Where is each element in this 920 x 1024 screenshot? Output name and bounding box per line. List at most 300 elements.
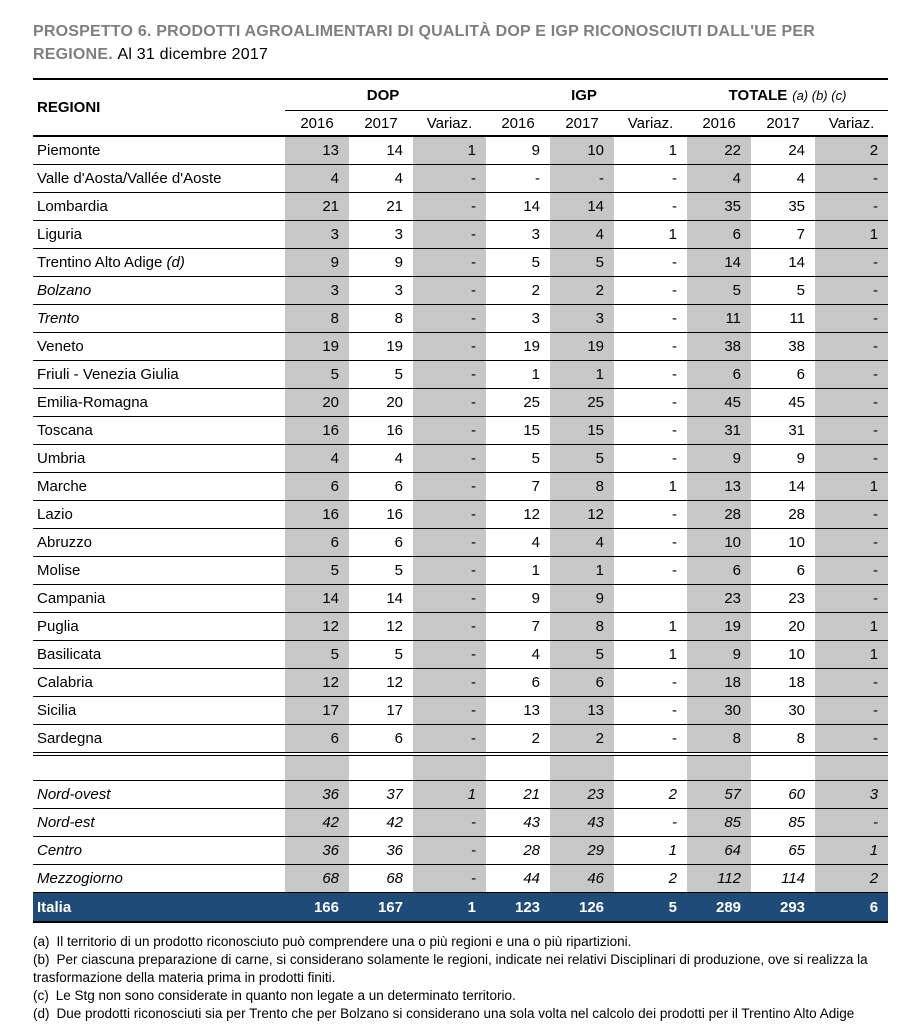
cell-value: 12 [486,501,550,529]
cell-value: 126 [550,893,614,923]
column-header-totale-variaz: Variaz. [815,111,888,137]
cell-value: - [815,809,888,837]
footnote-b [33,951,889,987]
cell-value: 3 [349,221,413,249]
cell-value: 36 [349,837,413,865]
region-label: Calabria [37,674,93,691]
cell-value: 8 [550,473,614,501]
cell-value: 9 [687,445,751,473]
cell-value: 16 [349,501,413,529]
footnotes [33,933,889,1023]
region-name [33,445,285,473]
cell-value: 31 [687,417,751,445]
column-header-dop-2016: 2016 [285,111,349,137]
cell-value: 37 [349,781,413,809]
cell-value: 44 [486,865,550,893]
cell-value: 12 [349,613,413,641]
cell-value: 5 [614,893,687,923]
cell-value: 6 [815,893,888,923]
cell-value: 9 [687,641,751,669]
title-line-2 [33,43,888,66]
cell-value: 14 [751,473,815,501]
cell-value: 6 [349,529,413,557]
cell-value: 1 [413,893,486,923]
cell-value: 28 [486,837,550,865]
cell-value: 13 [486,697,550,725]
region-name [33,585,285,613]
column-header-totale-2016: 2016 [687,111,751,137]
cell-value: 289 [687,893,751,923]
region-label: Sardegna [37,730,103,747]
cell-value: 23 [550,781,614,809]
cell-value: 3 [285,221,349,249]
cell-value: - [413,865,486,893]
cell-value: 9 [349,249,413,277]
prospetto-title [33,20,888,66]
table-row [33,697,888,725]
table-row [33,641,888,669]
cell-value: 3 [486,221,550,249]
cell-value: 1 [614,473,687,501]
footnote-text: Per ciascuna preparazione di carne, si considerano solamente le regioni, indicate nei relativi Disciplinari di produzione, ove si realizza la trasformazione della materia prima in prodotti finiti. [33,952,868,985]
region-name [33,249,285,277]
cell-value: - [815,389,888,417]
cell-value: - [413,501,486,529]
cell-value: 21 [486,781,550,809]
region-label: Trento [37,310,80,327]
region-label: Trentino Alto Adige [37,254,163,271]
cell-value: - [815,697,888,725]
cell-value: - [413,193,486,221]
cell-value: 28 [751,501,815,529]
dop-igp-table [33,78,888,923]
table-row [33,193,888,221]
region-label: Puglia [37,618,79,635]
cell-value: 30 [687,697,751,725]
table-row [33,165,888,193]
cell-value: 2 [815,865,888,893]
cell-value: 3 [486,305,550,333]
cell-value: 7 [486,473,550,501]
cell-value: 5 [550,641,614,669]
cell-value: - [413,529,486,557]
cell-value [614,585,687,613]
cell-value: 1 [815,613,888,641]
cell-value: - [614,725,687,755]
cell-value: - [614,501,687,529]
cell-value: 16 [285,417,349,445]
cell-value: 4 [550,221,614,249]
cell-value: 2 [815,136,888,165]
summary-row [33,837,888,865]
table-row [33,473,888,501]
cell-value: 19 [486,333,550,361]
cell-value: - [413,277,486,305]
cell-value: - [815,249,888,277]
cell-value: 6 [349,473,413,501]
table-row [33,305,888,333]
cell-value: 19 [349,333,413,361]
cell-value: 14 [349,585,413,613]
cell-value: 25 [550,389,614,417]
cell-value: 9 [486,585,550,613]
cell-value: 5 [486,445,550,473]
cell-value: 42 [285,809,349,837]
table-row [33,361,888,389]
table-row [33,669,888,697]
cell-value: 5 [687,277,751,305]
cell-value: - [815,529,888,557]
cell-value: 64 [687,837,751,865]
cell-value: 17 [349,697,413,725]
summary-row [33,781,888,809]
cell-value: - [614,389,687,417]
cell-value: 14 [751,249,815,277]
cell-value: 35 [687,193,751,221]
cell-value: 2 [486,725,550,755]
footnote-d [33,1005,889,1023]
region-label: Friuli - Venezia Giulia [37,366,179,383]
cell-value: 12 [550,501,614,529]
table-body [33,136,888,922]
cell-value: - [614,333,687,361]
cell-value: 293 [751,893,815,923]
region-label: Abruzzo [37,534,93,551]
cell-value: 3 [550,305,614,333]
footnote-marker: (b) [33,952,50,967]
cell-value: - [614,529,687,557]
group-label-totale: TOTALE [728,86,788,104]
cell-value: - [614,669,687,697]
region-name [33,165,285,193]
cell-value: 1 [614,136,687,165]
cell-value: 14 [285,585,349,613]
cell-value: - [815,725,888,755]
cell-value: - [413,473,486,501]
cell-value: 60 [751,781,815,809]
cell-value: 21 [349,193,413,221]
cell-value: 19 [285,333,349,361]
footnote-marker: (c) [33,988,49,1003]
region-label: Lazio [37,506,73,523]
cell-value: - [815,305,888,333]
cell-value: 1 [413,781,486,809]
cell-value: 1 [550,557,614,585]
region-name [33,697,285,725]
title-line-1: PROSPETTO 6. PRODOTTI AGROALIMENTARI DI QUALITÀ DOP E IGP RICONOSCIUTI DALL'UE PER [33,23,816,40]
cell-value: - [413,669,486,697]
total-row [33,893,888,923]
cell-value: 13 [687,473,751,501]
region-name [33,361,285,389]
cell-value: 38 [687,333,751,361]
cell-value: 20 [349,389,413,417]
cell-value: 9 [486,136,550,165]
cell-value: - [413,809,486,837]
table-header-group-row [33,79,888,111]
cell-value: 43 [550,809,614,837]
cell-value: 5 [349,557,413,585]
column-header-dop-2017: 2017 [349,111,413,137]
cell-value: 6 [687,361,751,389]
cell-value: 114 [751,865,815,893]
cell-value: 2 [550,277,614,305]
cell-value: 1 [614,221,687,249]
region-name: Centro [33,837,285,865]
cell-value: 25 [486,389,550,417]
cell-value: 1 [815,641,888,669]
cell-value: 11 [751,305,815,333]
cell-value: 68 [349,865,413,893]
cell-value: 20 [285,389,349,417]
region-name [33,725,285,755]
cell-value: 15 [550,417,614,445]
cell-value: 5 [486,249,550,277]
group-label-igp: IGP [571,86,597,104]
region-label: Umbria [37,450,86,467]
group-label-dop: DOP [366,86,400,104]
cell-value: 13 [550,697,614,725]
cell-value: 85 [687,809,751,837]
cell-value: 4 [486,641,550,669]
cell-value: 43 [486,809,550,837]
cell-value: - [614,809,687,837]
cell-value: 29 [550,837,614,865]
spacer-cell [815,754,888,781]
cell-value: - [413,305,486,333]
region-name [33,641,285,669]
cell-value: - [413,445,486,473]
region-name: Mezzogiorno [33,865,285,893]
cell-value: 23 [687,585,751,613]
cell-value: 19 [687,613,751,641]
column-header-igp-2017: 2017 [550,111,614,137]
cell-value: - [815,445,888,473]
spacer-cell [285,754,349,781]
cell-value: 22 [687,136,751,165]
cell-value: 23 [751,585,815,613]
column-header-igp-2016: 2016 [486,111,550,137]
group-suffix-totale: (a) (b) (c) [792,87,847,103]
cell-value: 45 [751,389,815,417]
cell-value: 6 [687,221,751,249]
cell-value: 6 [751,361,815,389]
cell-value: 17 [285,697,349,725]
cell-value: 2 [614,781,687,809]
cell-value: 4 [486,529,550,557]
cell-value: - [614,193,687,221]
cell-value: - [413,557,486,585]
cell-value: - [815,417,888,445]
cell-value: - [413,417,486,445]
region-name [33,613,285,641]
cell-value: 5 [550,249,614,277]
region-label: Basilicata [37,646,102,663]
cell-value: 36 [285,781,349,809]
cell-value: 4 [550,529,614,557]
cell-value: 123 [486,893,550,923]
cell-value: 8 [751,725,815,755]
cell-value: 16 [349,417,413,445]
table-row [33,725,888,755]
cell-value: 3 [815,781,888,809]
cell-value: 8 [285,305,349,333]
region-name [33,136,285,165]
cell-value: 9 [285,249,349,277]
cell-value: 1 [486,361,550,389]
spacer-cell [550,754,614,781]
cell-value: 6 [550,669,614,697]
cell-value: - [413,697,486,725]
cell-value: 4 [687,165,751,193]
cell-value: 167 [349,893,413,923]
cell-value: 12 [285,613,349,641]
cell-value: 68 [285,865,349,893]
cell-value: 46 [550,865,614,893]
cell-value: 4 [751,165,815,193]
footnote-text: Le Stg non sono considerate in quanto non legate a un determinato territorio. [55,988,516,1003]
cell-value: 12 [285,669,349,697]
cell-value: 5 [285,557,349,585]
footnote-c [33,987,889,1005]
footnote-marker: (a) [33,934,50,949]
cell-value: - [486,165,550,193]
table-row [33,585,888,613]
cell-value: 4 [349,445,413,473]
cell-value: - [815,277,888,305]
title-date: Al 31 dicembre 2017 [117,46,269,63]
cell-value: - [815,165,888,193]
table-row [33,277,888,305]
region-footnote-ref: (d) [162,254,185,271]
cell-value: 14 [486,193,550,221]
cell-value: 14 [687,249,751,277]
cell-value: 8 [550,613,614,641]
cell-value: 57 [687,781,751,809]
footnote-a [33,933,889,951]
region-label: Sicilia [37,702,77,719]
cell-value: 6 [687,557,751,585]
cell-value: - [614,557,687,585]
cell-value: 42 [349,809,413,837]
cell-value: 5 [349,641,413,669]
cell-value: 6 [285,725,349,755]
footnote-text: Due prodotti riconosciuti sia per Trento che per Bolzano si considerano una sola volta nel calcolo dei prodotti per il Trentino Alto Adige [56,1006,855,1021]
table-row [33,557,888,585]
cell-value: 4 [285,445,349,473]
column-header-totale-2017: 2017 [751,111,815,137]
cell-value: - [815,501,888,529]
region-name [33,305,285,333]
region-label: Liguria [37,226,83,243]
region-name [33,473,285,501]
region-name [33,501,285,529]
cell-value: 3 [349,277,413,305]
cell-value: 28 [687,501,751,529]
table-row [33,389,888,417]
cell-value: 4 [349,165,413,193]
cell-value: - [413,585,486,613]
cell-value: 2 [614,865,687,893]
cell-value: 1 [614,641,687,669]
cell-value: 166 [285,893,349,923]
cell-value: 1 [614,837,687,865]
summary-row [33,809,888,837]
cell-value: - [815,193,888,221]
cell-value: - [614,165,687,193]
cell-value: 18 [687,669,751,697]
cell-value: 8 [687,725,751,755]
cell-value: - [413,333,486,361]
region-label: Emilia-Romagna [37,394,148,411]
region-label: Campania [37,590,106,607]
cell-value: 3 [285,277,349,305]
cell-value: 10 [687,529,751,557]
cell-value: 38 [751,333,815,361]
cell-value: 7 [751,221,815,249]
cell-value: - [815,557,888,585]
cell-value: - [614,697,687,725]
region-name: Nord-ovest [33,781,285,809]
cell-value: 21 [285,193,349,221]
cell-value: 6 [285,473,349,501]
column-header-dop-variaz: Variaz. [413,111,486,137]
region-label: Bolzano [37,282,92,299]
footnote-text: Il territorio di un prodotto riconosciuto può comprendere una o più regioni e una o più ripartizioni. [56,934,632,949]
region-name [33,193,285,221]
cell-value: 1 [614,613,687,641]
cell-value: 4 [285,165,349,193]
region-name [33,669,285,697]
region-label: Marche [37,478,88,495]
region-label: Valle d'Aosta/Vallée d'Aoste [37,170,222,187]
spacer-row [33,754,888,781]
title-line-2-caps: REGIONE. [33,46,113,63]
cell-value: - [614,277,687,305]
cell-value: 18 [751,669,815,697]
cell-value: - [413,837,486,865]
spacer-cell [687,754,751,781]
region-name [33,529,285,557]
spacer-cell [33,754,285,781]
cell-value: - [550,165,614,193]
cell-value: 2 [550,725,614,755]
cell-value: 65 [751,837,815,865]
region-label: Toscana [37,422,93,439]
cell-value: - [413,165,486,193]
region-label: Piemonte [37,142,101,159]
cell-value: - [815,361,888,389]
cell-value: - [413,249,486,277]
cell-value: - [413,389,486,417]
table-row [33,221,888,249]
cell-value: 12 [349,669,413,697]
cell-value: - [614,361,687,389]
cell-value: 5 [285,361,349,389]
cell-value: 1 [550,361,614,389]
cell-value: 8 [349,305,413,333]
cell-value: 5 [349,361,413,389]
cell-value: - [413,725,486,755]
region-label: Molise [37,562,81,579]
cell-value: 16 [285,501,349,529]
region-name [33,557,285,585]
cell-value: 35 [751,193,815,221]
region-label: Veneto [37,338,84,355]
cell-value: - [413,361,486,389]
spacer-cell [751,754,815,781]
region-name [33,389,285,417]
